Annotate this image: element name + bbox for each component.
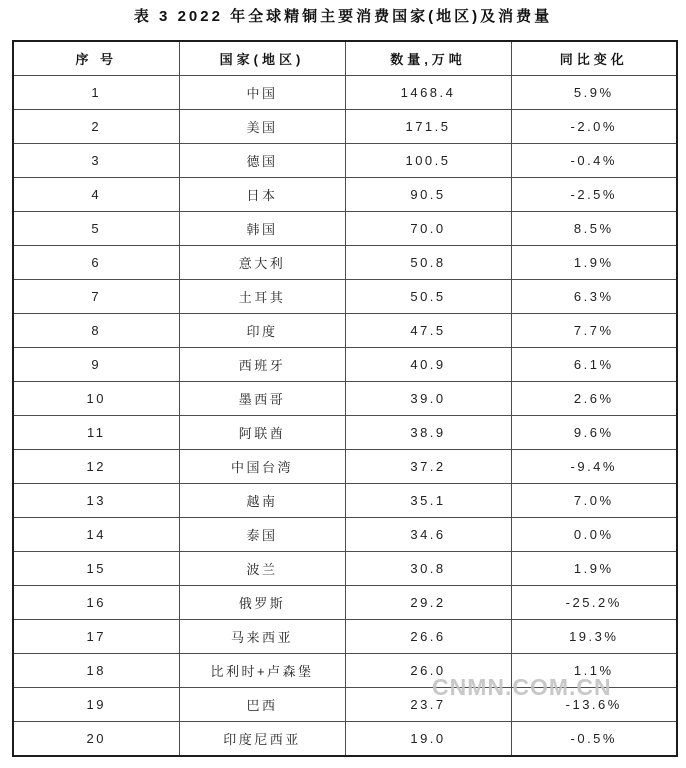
cell-change: -0.4% [511,144,677,178]
cell-country: 俄罗斯 [179,586,345,620]
table-row [13,620,677,654]
cell-country: 泰国 [179,518,345,552]
cell-change: 8.5% [511,212,677,246]
cell-rank: 10 [13,382,179,416]
header-country: 国家(地区) [179,41,345,76]
table-header-row [13,41,677,76]
table-row [13,382,677,416]
cell-rank: 7 [13,280,179,314]
table-row [13,484,677,518]
cell-rank: 8 [13,314,179,348]
table-row [13,110,677,144]
cell-rank: 13 [13,484,179,518]
cell-rank: 14 [13,518,179,552]
table-row [13,280,677,314]
cell-quantity: 34.6 [345,518,511,552]
cell-country: 德国 [179,144,345,178]
cell-quantity: 50.5 [345,280,511,314]
table-body [13,76,677,757]
cell-rank: 12 [13,450,179,484]
cell-country: 越南 [179,484,345,518]
cell-quantity: 40.9 [345,348,511,382]
cell-country: 马来西亚 [179,620,345,654]
cell-quantity: 100.5 [345,144,511,178]
cell-quantity: 47.5 [345,314,511,348]
table-row [13,144,677,178]
cell-country: 波兰 [179,552,345,586]
cell-change: -13.6% [511,688,677,722]
cell-quantity: 29.2 [345,586,511,620]
cell-rank: 6 [13,246,179,280]
cell-rank: 17 [13,620,179,654]
cell-country: 韩国 [179,212,345,246]
table-row [13,416,677,450]
cell-change: 9.6% [511,416,677,450]
cell-rank: 18 [13,654,179,688]
table-row [13,552,677,586]
cell-rank: 4 [13,178,179,212]
cell-rank: 20 [13,722,179,757]
table-row [13,314,677,348]
cell-change: -2.5% [511,178,677,212]
table-row [13,348,677,382]
cell-change: -2.0% [511,110,677,144]
cell-change: 19.3% [511,620,677,654]
cell-change: 0.0% [511,518,677,552]
cell-quantity: 26.6 [345,620,511,654]
page-title: 表 3 2022 年全球精铜主要消费国家(地区)及消费量 [133,8,553,25]
cell-change: -25.2% [511,586,677,620]
cell-change: 2.6% [511,382,677,416]
cell-country: 印度 [179,314,345,348]
cell-country: 比利时+卢森堡 [179,654,345,688]
cell-quantity: 1468.4 [345,76,511,110]
cell-quantity: 19.0 [345,722,511,757]
cell-quantity: 50.8 [345,246,511,280]
cell-quantity: 39.0 [345,382,511,416]
cell-rank: 19 [13,688,179,722]
cell-change: -0.5% [511,722,677,757]
table-row [13,178,677,212]
header-quantity: 数量,万吨 [345,41,511,76]
cell-quantity: 90.5 [345,178,511,212]
cell-quantity: 70.0 [345,212,511,246]
cell-change: 6.1% [511,348,677,382]
cell-change: -9.4% [511,450,677,484]
cell-change: 1.9% [511,552,677,586]
cell-quantity: 26.0 [345,654,511,688]
cell-rank: 1 [13,76,179,110]
cell-quantity: 38.9 [345,416,511,450]
cell-quantity: 37.2 [345,450,511,484]
header-change: 同比变化 [511,41,677,76]
cell-rank: 5 [13,212,179,246]
cell-country: 西班牙 [179,348,345,382]
cell-quantity: 23.7 [345,688,511,722]
table-row [13,586,677,620]
cell-country: 阿联酋 [179,416,345,450]
watermark: CNMN.COM.CN [432,674,612,700]
cell-rank: 9 [13,348,179,382]
table-row [13,722,677,757]
cell-country: 中国台湾 [179,450,345,484]
cell-rank: 3 [13,144,179,178]
table-row [13,450,677,484]
cell-rank: 2 [13,110,179,144]
cell-rank: 11 [13,416,179,450]
table-row [13,654,677,688]
cell-change: 7.7% [511,314,677,348]
table-row [13,212,677,246]
cell-country: 巴西 [179,688,345,722]
cell-quantity: 30.8 [345,552,511,586]
cell-rank: 15 [13,552,179,586]
table-row [13,246,677,280]
cell-change: 1.1% [511,654,677,688]
cell-country: 土耳其 [179,280,345,314]
table-row [13,688,677,722]
cell-rank: 16 [13,586,179,620]
cell-country: 美国 [179,110,345,144]
cell-change: 6.3% [511,280,677,314]
table-row [13,518,677,552]
cell-country: 印度尼西亚 [179,722,345,757]
cell-quantity: 171.5 [345,110,511,144]
cell-country: 中国 [179,76,345,110]
table-row [13,76,677,110]
cell-change: 1.9% [511,246,677,280]
header-rank: 序 号 [13,41,179,76]
cell-change: 7.0% [511,484,677,518]
cell-quantity: 35.1 [345,484,511,518]
cell-country: 日本 [179,178,345,212]
cell-change: 5.9% [511,76,677,110]
consumption-table [12,40,678,757]
cell-country: 墨西哥 [179,382,345,416]
cell-country: 意大利 [179,246,345,280]
